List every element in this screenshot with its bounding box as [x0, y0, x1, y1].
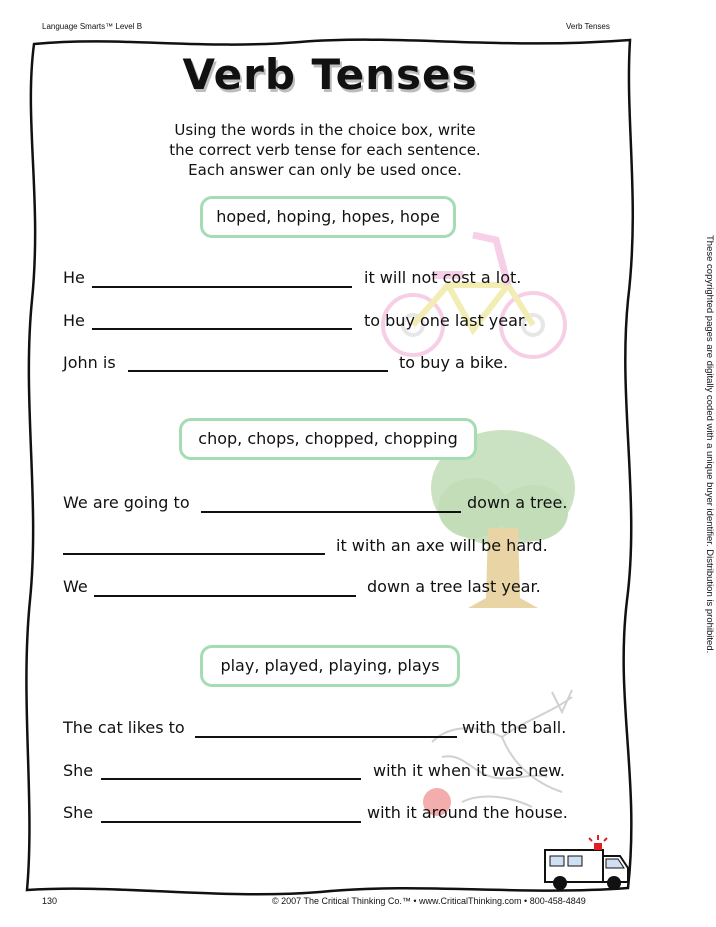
answer-blank[interactable]	[128, 370, 388, 372]
sentence-suffix: down a tree last year.	[367, 577, 541, 596]
answer-blank[interactable]	[101, 778, 361, 780]
answer-blank[interactable]	[92, 328, 352, 330]
copyright-line: © 2007 The Critical Thinking Co.™ • www.CriticalThinking.com • 800-458-4849	[272, 896, 586, 906]
answer-blank[interactable]	[101, 821, 361, 823]
sentence-prefix: We are going to	[63, 493, 190, 512]
sentence-suffix: to buy one last year.	[364, 311, 529, 330]
page-title: Verb Tenses	[182, 50, 478, 99]
instructions	[0, 120, 650, 180]
sentence-suffix: it with an axe will be hard.	[336, 536, 548, 555]
side-notice	[703, 235, 715, 695]
sentence-prefix: We	[63, 577, 88, 596]
distribution-notice: These copyrighted pages are digitally coded with a unique buyer identifier. Distribution is prohibited.	[704, 235, 715, 654]
sentence-prefix: The cat likes to	[63, 718, 185, 737]
sentence-suffix: down a tree.	[467, 493, 568, 512]
sentence-prefix: She	[63, 803, 94, 822]
answer-blank[interactable]	[94, 595, 356, 597]
sentence-suffix: with it around the house.	[367, 803, 568, 822]
instruction-line: the correct verb tense for each sentence.	[169, 141, 481, 159]
ambulance-illustration	[540, 832, 635, 894]
choice-box: chop, chops, chopped, chopping	[179, 418, 477, 460]
answer-blank[interactable]	[92, 286, 352, 288]
header-series: Language Smarts™ Level B	[42, 22, 143, 31]
choice-box: hoped, hoping, hopes, hope	[200, 196, 456, 238]
sentence-prefix: She	[63, 761, 94, 780]
answer-blank[interactable]	[63, 553, 325, 555]
answer-blank[interactable]	[195, 736, 457, 738]
sentence-prefix: He	[63, 268, 85, 287]
page-number: 130	[42, 896, 58, 906]
instruction-line: Each answer can only be used once.	[188, 161, 462, 179]
sentence-suffix: with the ball.	[462, 718, 567, 737]
sentence-suffix: with it when it was new.	[373, 761, 565, 780]
bicycle-illustration	[378, 220, 578, 365]
sentence-prefix: John is	[63, 353, 116, 372]
choice-box: play, played, playing, plays	[200, 645, 460, 687]
answer-blank[interactable]	[201, 511, 461, 513]
instruction-line: Using the words in the choice box, write	[174, 121, 476, 139]
sentence-suffix: it will not cost a lot.	[364, 268, 522, 287]
header-topic: Verb Tenses	[566, 22, 610, 31]
sentence-suffix: to buy a bike.	[399, 353, 509, 372]
sentence-prefix: He	[63, 311, 85, 330]
